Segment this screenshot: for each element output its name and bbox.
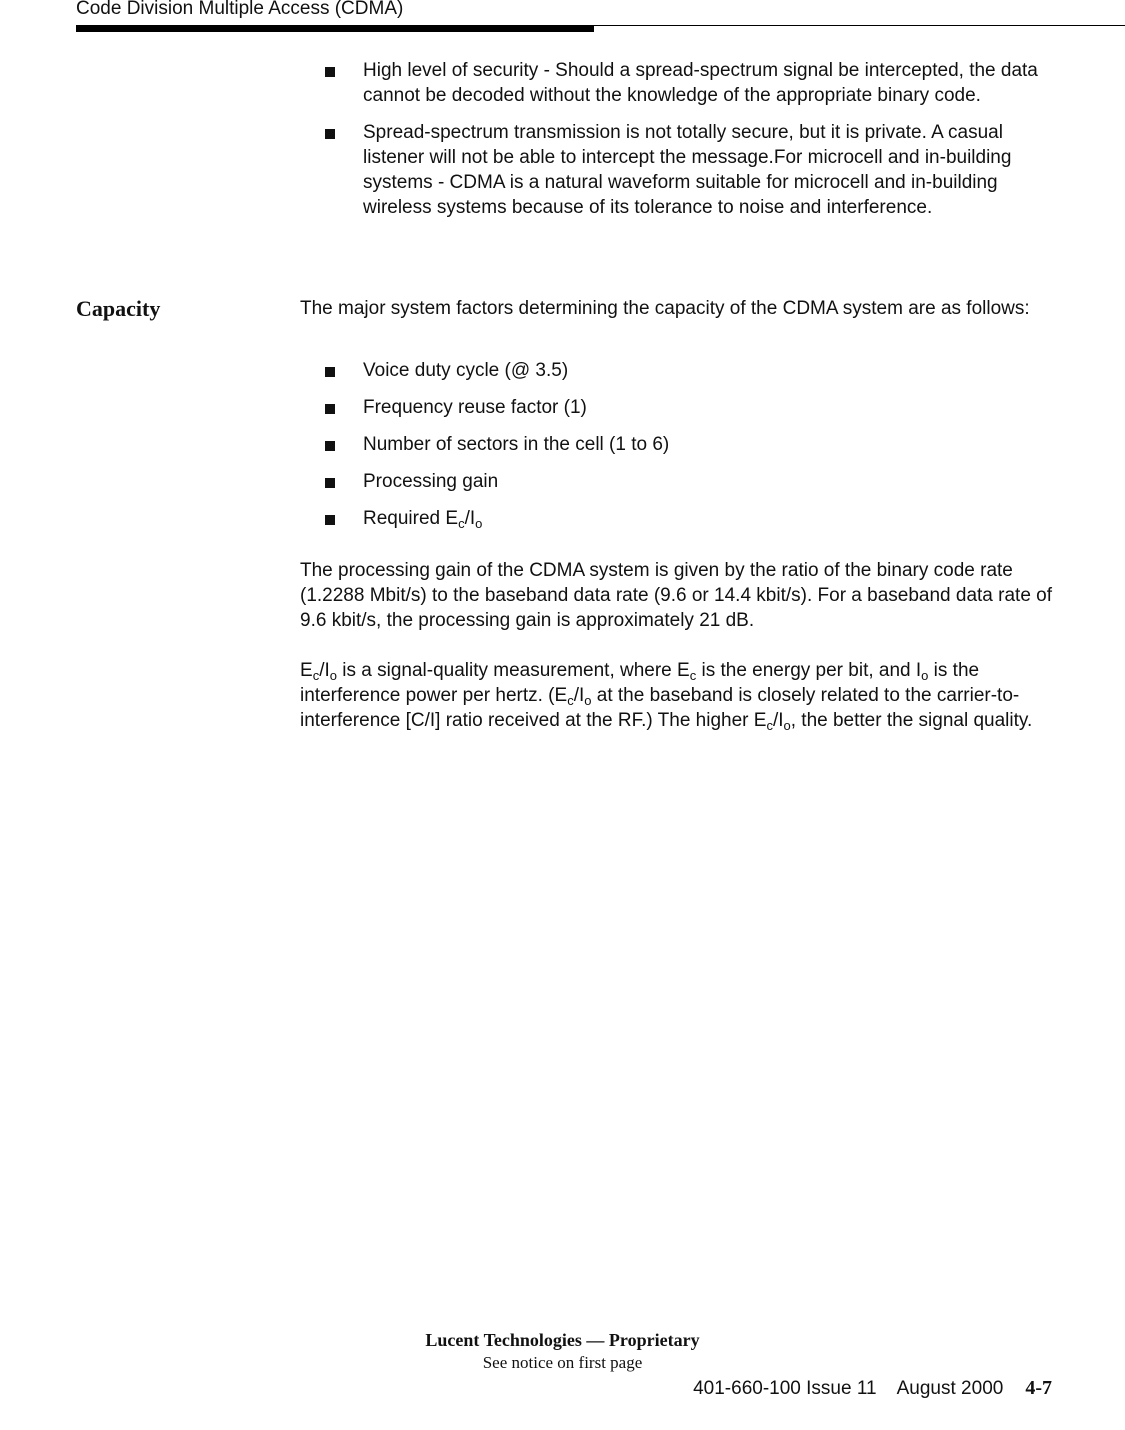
- square-bullet-icon: [325, 129, 335, 139]
- security-bullet-list: [300, 58, 1052, 232]
- capacity-factor-list: [300, 358, 1052, 543]
- list-item: [300, 120, 1052, 220]
- bullet-text: [363, 508, 482, 529]
- square-bullet-icon: [325, 404, 335, 414]
- footer-notice: See notice on first page: [482, 1353, 643, 1372]
- subscript-o: o: [475, 516, 483, 531]
- text-run: is a signal-quality measurement, where E: [336, 660, 690, 681]
- footer-company: Lucent Technologies — Proprietary: [425, 1330, 700, 1350]
- square-bullet-icon: [325, 515, 335, 525]
- text-run: , the better the signal quality.: [790, 710, 1033, 731]
- text-run: is the interference power per hertz. (E: [300, 660, 980, 706]
- list-item: [300, 432, 1052, 457]
- list-item: [300, 395, 1052, 420]
- subscript: o: [921, 668, 929, 683]
- text-run: /I: [319, 660, 330, 681]
- processing-gain-paragraph: The processing gain of the CDMA system is given by the ratio of the binary code rate (1.2288 Mbit/s) to the baseband data rate (9.6 or 14.4 kbit/s). For a baseband data rate of 9.6 kbit/s, the processing gain is approximately 21 dB.: [300, 560, 1053, 631]
- header-title: Code Division Multiple Access (CDMA): [76, 0, 404, 19]
- text-run: /I: [772, 710, 784, 731]
- ecio-paragraph: [300, 658, 1052, 733]
- subscript: o: [783, 718, 791, 733]
- header-rule-thin: [594, 25, 1125, 26]
- section-heading-capacity: Capacity: [76, 296, 161, 321]
- square-bullet-icon: [325, 67, 335, 77]
- doc-issue-date: 401-660-100 Issue 11 August 2000: [693, 1378, 1004, 1399]
- text-run: /I: [573, 685, 585, 706]
- subscript: o: [584, 693, 592, 708]
- required-slash-i: /I: [464, 508, 476, 529]
- square-bullet-icon: [325, 478, 335, 488]
- text-run: is the energy per bit, and I: [696, 660, 922, 681]
- required-label: Required E: [363, 508, 459, 529]
- capacity-intro: The major system factors determining the capacity of the CDMA system are as follows:: [300, 298, 1030, 319]
- bullet-text: Voice duty cycle (@ 3.5): [363, 360, 569, 381]
- list-item: [300, 506, 1052, 531]
- square-bullet-icon: [325, 441, 335, 451]
- header-rule-thick: [76, 25, 594, 32]
- subscript: c: [567, 693, 574, 708]
- text-run: at the baseband is closely related to the carrier-to-interference [C/I] ratio received at the RF.) The higher E: [300, 685, 1020, 731]
- square-bullet-icon: [325, 367, 335, 377]
- subscript: c: [689, 668, 697, 683]
- list-item: [300, 58, 1052, 108]
- page-number: 4-7: [1025, 1377, 1052, 1399]
- bullet-text: Number of sectors in the cell (1 to 6): [363, 434, 670, 455]
- bullet-text: Processing gain: [363, 471, 499, 492]
- list-item: [300, 358, 1052, 383]
- subscript: c: [766, 718, 773, 733]
- text-run: E: [300, 660, 313, 681]
- bullet-text: Spread-spectrum transmission is not totally secure, but it is private. A casual listener will not be able to intercept the message.For microcell and in-building systems - CDMA is a natural waveform suitable for microcell and in-building wireless systems because of its tolerance to noise and interference.: [363, 122, 1012, 218]
- subscript: o: [329, 668, 337, 683]
- bullet-text: High level of security - Should a spread-spectrum signal be intercepted, the data cannot be decoded without the knowledge of the appropriate binary code.: [363, 60, 1038, 106]
- bullet-text: Frequency reuse factor (1): [363, 397, 587, 418]
- footer-doc-info: [693, 1377, 1052, 1400]
- subscript-c: c: [458, 516, 465, 531]
- list-item: [300, 469, 1052, 494]
- subscript: c: [312, 668, 320, 683]
